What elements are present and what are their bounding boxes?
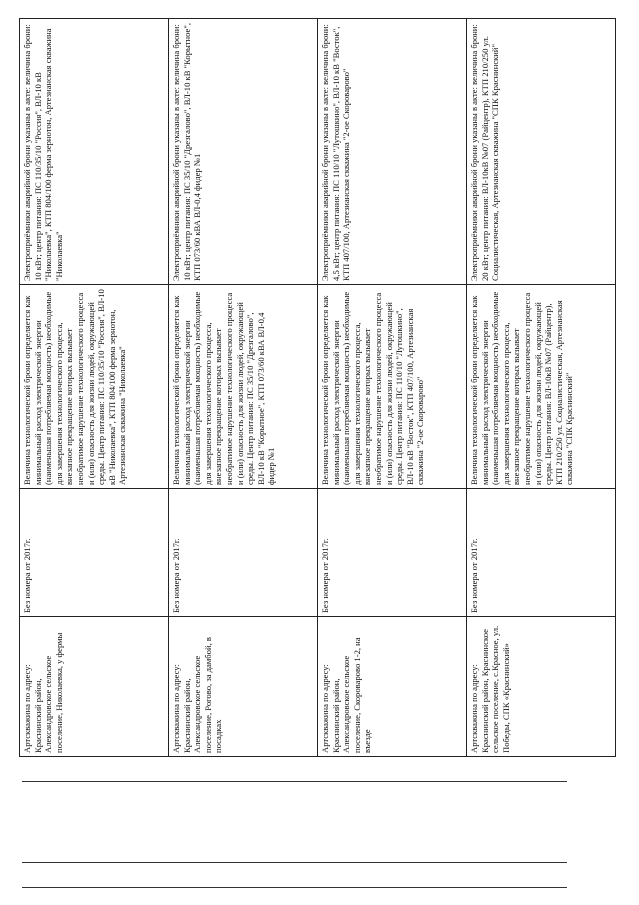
cell-number: Без номера от 2017г. bbox=[169, 489, 318, 617]
cell-emergency-reserve: Электроприёмники аварийной брони указаны в акте: величина брони: 10 кВт; центр питания: ПС 35/10 "Дрезгалово", ВЛ-10 кВ "Корытное", КТП 073/60 кВА ВЛ-0,4 фидер №1 bbox=[169, 19, 318, 285]
cell-tech-reserve: Величина технологической брони определяется как минимальный расход электрической энергии (наименьшая потребляемая мощность) необходимые для завершения технологического процесса, внезапное прекращение которых вызывает необратимое нарушение технологического процесса и (или) опасность для жизни людей, окружающей среды. Центр питания: ПС 110/10 "Лутошкино", ВЛ-10 кВ "Восток", КТП 407/100, Артезианская скважина "2-ое Скороварово" bbox=[318, 285, 467, 489]
cell-object: Артскважина по адресу: Краснинский район, Александровское сельское поселение, Николаевка, у фермы bbox=[20, 617, 169, 757]
rotated-table-wrapper bbox=[19, 19, 616, 757]
cell-number: Без номера от 2017г. bbox=[20, 489, 169, 617]
cell-number: Без номера от 2017г. bbox=[467, 489, 616, 617]
table-row bbox=[169, 19, 318, 757]
cell-tech-reserve: Величина технологической брони определяется как минимальный расход электрической энергии (наименьшая потребляемая мощность) необходимые для завершения технологического процесса, внезапное прекращение которых вызывает необратимое нарушение технологического процесса и (или) опасность для жизни людей, окружающей среды. Центр питания: ПС 35/10 "Дрезгалово", ВЛ-10 кВ "Корытное", КТП 073/60 кВА ВЛ-0,4 фидер №1 bbox=[169, 285, 318, 489]
cell-emergency-reserve: Электроприёмники аварийной брони указаны в акте: величина брони: 10 кВт; центр питания: ПС 110/35/10 "Россия", ВЛ-10 кВ "Николаевка", КТП 804/100 ферма зернотон, Артезианская скважина "Николаевка" bbox=[20, 19, 169, 285]
table-row bbox=[318, 19, 467, 757]
cell-emergency-reserve: Электроприёмники аварийной брони указаны в акте: величина брони: 20 кВт; центр питания: ВЛ-10кВ №07 (Райцентр), КТП 210/250 ул. Социалистическая, Артезианская скважина "СПК Краснинский" bbox=[467, 19, 616, 285]
cell-tech-reserve: Величина технологической брони определяется как минимальный расход электрической энергии (наименьшая потребляемая мощность) необходимые для завершения технологического процесса, внезапное прекращение которых вызывает необратимое нарушение технологического процесса и (или) опасность для жизни людей, окружающей среды. Центр питания: ПС 110/35/10 "Россия", ВЛ-10 кВ "Николаевка", КТП 804/100 ферма зернотон, Артезианская скважина "Николаевка" bbox=[20, 285, 169, 489]
table-row bbox=[20, 19, 169, 757]
reserve-table bbox=[19, 18, 616, 757]
table-row bbox=[467, 19, 616, 757]
divider-line bbox=[22, 887, 567, 888]
cell-number: Без номера от 2017г. bbox=[318, 489, 467, 617]
cell-object: Артскважина по адресу: Краснинский район, Александровское сельское поселение, Рогово, за дамбой, в посадках bbox=[169, 617, 318, 757]
cell-object: Артскважина по адресу: Краснинский район, Александровское сельское поселение, Скороварово 1-2, на въезде bbox=[318, 617, 467, 757]
cell-tech-reserve: Величина технологической брони определяется как минимальный расход электрической энергии (наименьшая потребляемая мощность) необходимые для завершения технологического процесса, внезапное прекращение которых вызывает необратимое нарушение технологического процесса и (или) опасность для жизни людей, окружающей среды. Центр питания: ВЛ-10кВ №07 (Райцентр), КТП 210/250 ул. Социалистическая, Артезианская скважина "СПК Краснинский" bbox=[467, 285, 616, 489]
cell-object: Артскважина по адресу: Краснинский район, Краснинское сельское поселение, с.Красное, ул. Победы, СПК «Краснинский» bbox=[467, 617, 616, 757]
divider-line bbox=[22, 781, 567, 782]
divider-line bbox=[22, 862, 567, 863]
cell-emergency-reserve: Электроприёмники аварийной брони указаны в акте: величина брони: 4,5 кВт; центр питания: ПС 110/10 "Лутошкино", ВЛ-10 кВ "Восток", КТП 407/100, Артезианская скважина "2-ое Скороварово" bbox=[318, 19, 467, 285]
